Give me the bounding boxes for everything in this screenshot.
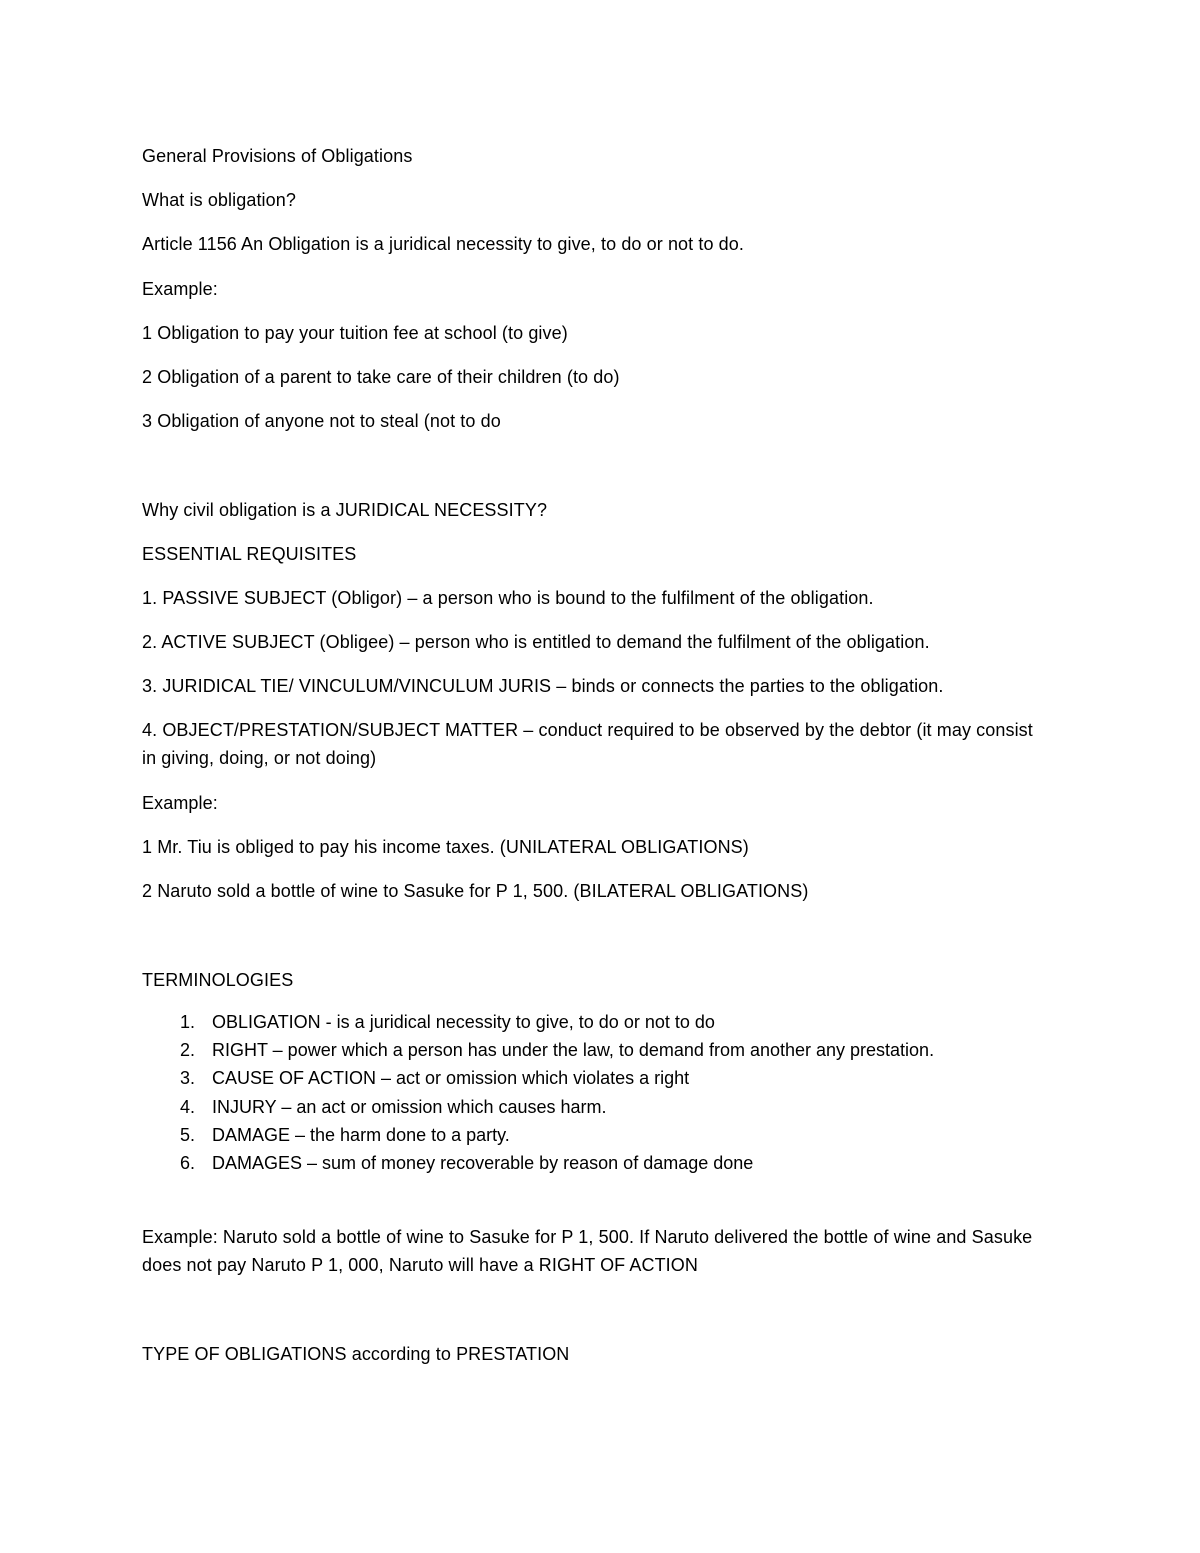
terminologies-heading: TERMINOLOGIES (142, 970, 294, 990)
example-item: 2 Naruto sold a bottle of wine to Sasuke for P 1, 500. (BILATERAL OBLIGATIONS) (142, 881, 809, 901)
example-item: 1 Obligation to pay your tuition fee at school (to give) (142, 323, 568, 343)
example-label: Example: (142, 279, 218, 299)
list-item-text: OBLIGATION - is a juridical necessity to give, to do or not to do (212, 1012, 715, 1032)
list-item (142, 1121, 1062, 1149)
list-item-number: 4. (179, 1096, 195, 1117)
question-what-is-obligation: What is obligation? (142, 190, 296, 210)
list-item-number: 5. (179, 1124, 195, 1145)
list-item-text: INJURY – an act or omission which causes harm. (212, 1096, 607, 1117)
article-1156: Article 1156 An Obligation is a juridical necessity to give, to do or not to do. (142, 234, 744, 254)
list-item-number: 2. (179, 1040, 195, 1061)
list-item (142, 1093, 1062, 1121)
type-of-obligations-heading: TYPE OF OBLIGATIONS according to PRESTATION (142, 1344, 570, 1364)
list-item (142, 1064, 1062, 1092)
example-right-of-action: Example: Naruto sold a bottle of wine to Sasuke for P 1, 500. If Naruto delivered the bottle of wine and Sasuke does not pay Naruto P 1, 000, Naruto will have a RIGHT OF ACTION (142, 1227, 1033, 1275)
list-item (142, 1008, 1062, 1036)
requisite-item: 1. PASSIVE SUBJECT (Obligor) – a person who is bound to the fulfilment of the obligation. (142, 588, 874, 608)
list-item-number: 6. (179, 1152, 195, 1173)
requisite-item: 3. JURIDICAL TIE/ VINCULUM/VINCULUM JURIS – binds or connects the parties to the obligation. (142, 676, 944, 696)
requisite-item: 2. ACTIVE SUBJECT (Obligee) – person who is entitled to demand the fulfilment of the obligation. (142, 632, 930, 652)
list-item-text: RIGHT – power which a person has under the law, to demand from another any prestation. (212, 1040, 935, 1061)
example-label: Example: (142, 793, 218, 813)
list-item-text: CAUSE OF ACTION – act or omission which violates a right (212, 1068, 690, 1089)
list-item-number: 1. (179, 1012, 195, 1032)
list-item-text: DAMAGE – the harm done to a party. (212, 1124, 510, 1145)
requisite-item: 4. OBJECT/PRESTATION/SUBJECT MATTER – conduct required to be observed by the debtor (it may consist in giving, doing, or not doing) (142, 720, 1033, 768)
example-item: 2 Obligation of a parent to take care of their children (to do) (142, 367, 620, 387)
list-item-text: DAMAGES – sum of money recoverable by reason of damage done (212, 1152, 754, 1173)
terminologies-list (142, 1008, 1062, 1177)
list-item (142, 1036, 1062, 1064)
requisites-heading: ESSENTIAL REQUISITES (142, 544, 357, 564)
example-item: 1 Mr. Tiu is obliged to pay his income taxes. (UNILATERAL OBLIGATIONS) (142, 837, 749, 857)
question-juridical-necessity: Why civil obligation is a JURIDICAL NECESSITY? (142, 500, 548, 520)
list-item-number: 3. (179, 1068, 195, 1089)
list-item (142, 1149, 1062, 1177)
document-title: General Provisions of Obligations (142, 146, 413, 166)
example-item: 3 Obligation of anyone not to steal (not to do (142, 411, 501, 431)
